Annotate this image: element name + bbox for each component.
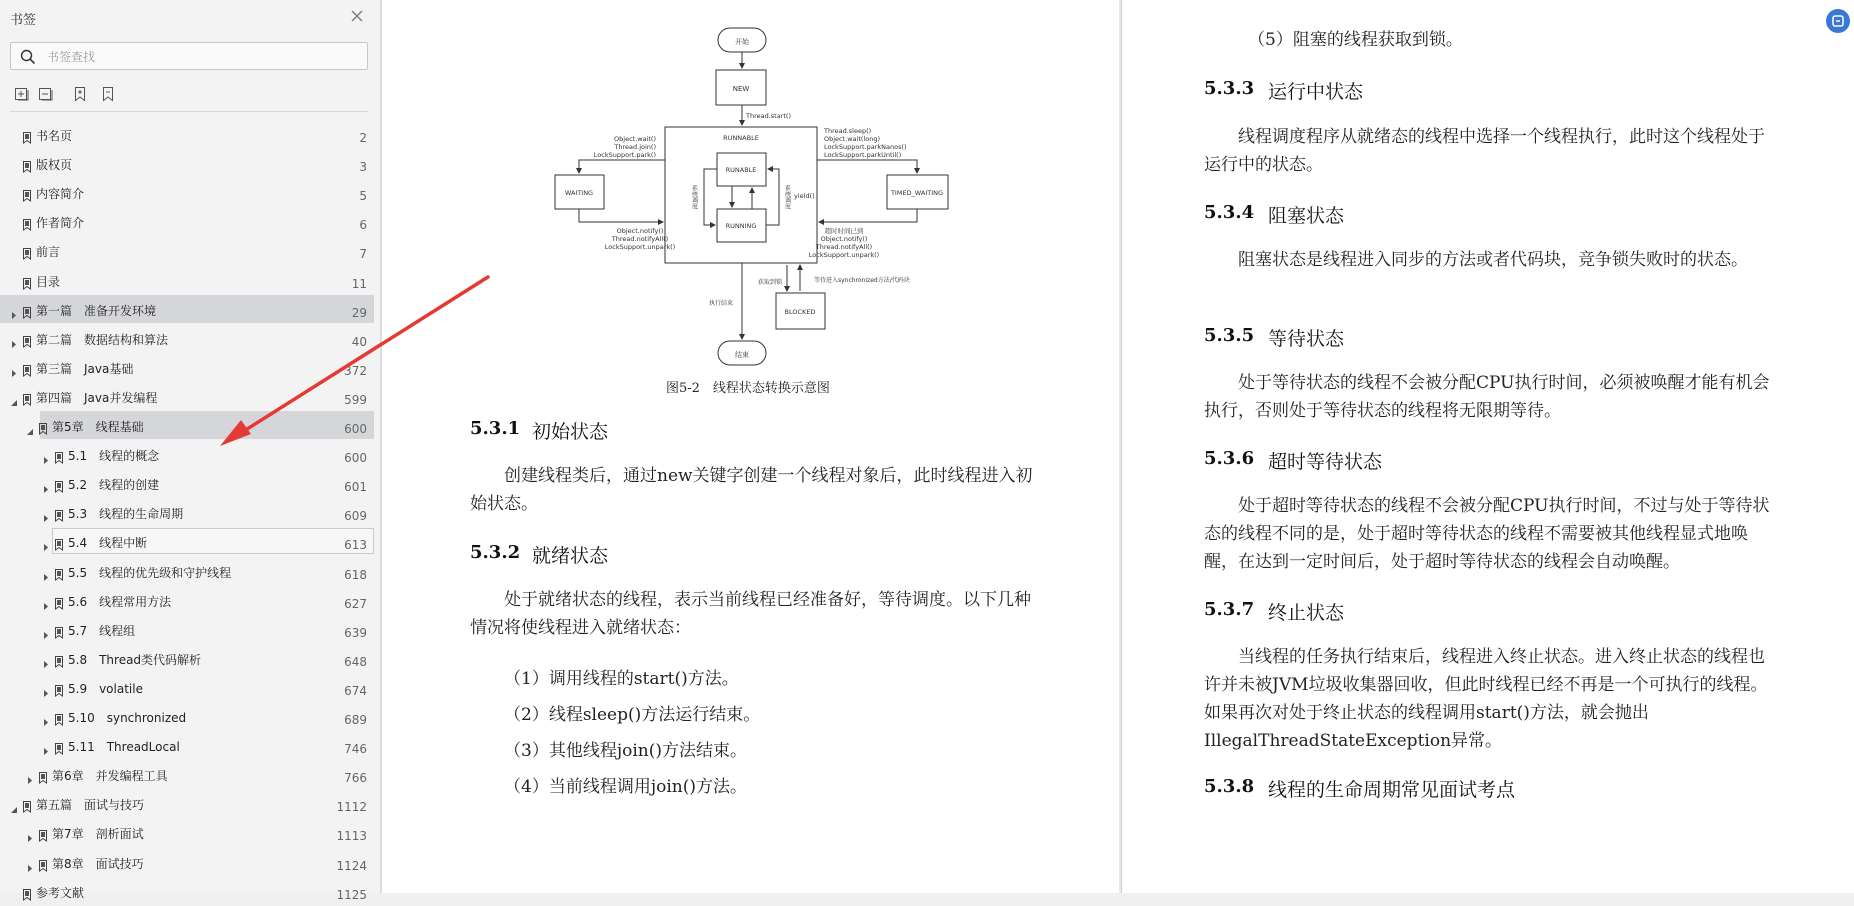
page-left xyxy=(382,0,1119,893)
chevron-right-icon[interactable] xyxy=(42,596,50,605)
bookmark-label: 第四篇 Java并发编程 xyxy=(36,390,158,405)
paragraph: 当线程的任务执行结束后，线程进入终止状态。进入终止状态的线程也许并未被JVM垃圾收集器回收，但此时线程已经不再是一个可执行的线程。如果再次对处于终止状态的线程调用start()方法，就会抛出IllegalThreadStateException异常。 xyxy=(1204,647,1768,751)
bookmark-item[interactable] xyxy=(0,120,380,149)
bookmark-item[interactable] xyxy=(0,557,380,586)
bookmark-label: 5.9 volatile xyxy=(68,681,143,696)
list-item: （4）当前线程调用join()方法。 xyxy=(504,777,747,797)
bookmark-page-number: 11 xyxy=(351,276,367,291)
diagram-label: 系统调度 xyxy=(783,185,791,209)
chevron-right-icon[interactable] xyxy=(42,508,50,517)
chevron-right-icon[interactable] xyxy=(10,334,18,343)
bookmark-item[interactable] xyxy=(0,818,380,847)
bookmark-icon xyxy=(54,624,64,636)
bookmark-icon xyxy=(54,740,64,752)
bookmark-label: 第8章 面试技巧 xyxy=(52,856,144,871)
bookmark-item[interactable] xyxy=(0,702,380,731)
diagram-label: BLOCKED xyxy=(784,308,816,316)
chevron-right-icon[interactable] xyxy=(42,712,50,721)
list-item: （3）其他线程join()方法结束。 xyxy=(504,741,747,761)
bookmark-item[interactable] xyxy=(0,789,380,818)
diagram-label: RUNABLE xyxy=(725,166,757,174)
bookmark-label: 第一篇 准备开发环境 xyxy=(36,303,157,318)
section-title: 就绪状态 xyxy=(532,545,609,567)
bookmark-page-number: 5 xyxy=(359,189,367,204)
bookmark-page-number: 601 xyxy=(344,480,367,495)
bookmark-item[interactable] xyxy=(0,615,380,644)
close-icon[interactable] xyxy=(349,8,365,24)
bookmark-page-number: 372 xyxy=(344,363,367,378)
diagram-label: WAITING xyxy=(564,189,594,197)
bookmark-page-number: 648 xyxy=(344,654,367,669)
chevron-down-icon[interactable] xyxy=(26,421,34,430)
bookmark-icon xyxy=(38,420,48,432)
bookmark-label: 作者简介 xyxy=(36,216,85,231)
bookmark-search-input[interactable] xyxy=(45,46,359,68)
diagram-label: 获取到锁 xyxy=(757,279,782,286)
expand-all-icon[interactable] xyxy=(14,86,30,102)
diagram-label: LockSupport.park() xyxy=(593,151,656,159)
diagram-label: 执行结束 xyxy=(708,300,733,307)
bookmark-label: 5.5 线程的优先级和守护线程 xyxy=(68,565,232,580)
diagram-label: Object.wait() xyxy=(614,135,656,143)
bookmark-label: 5.1 线程的概念 xyxy=(68,449,160,464)
assistant-icon[interactable] xyxy=(1826,9,1850,33)
chevron-right-icon[interactable] xyxy=(42,683,50,692)
bookmark-item[interactable] xyxy=(0,353,380,382)
paragraph: 处于等待状态的线程不会被分配CPU执行时间，必须被唤醒才能有机会执行，否则处于等待状态的线程将无限期等待。 xyxy=(1204,373,1770,421)
figure-caption: 图5-2 线程状态转换示意图 xyxy=(666,381,830,396)
bookmark-page-number: 29 xyxy=(351,305,367,320)
paragraph: 处于超时等待状态的线程不会被分配CPU执行时间，不过与处于等待状态的线程不同的是，处于超时等待状态的线程不需要被其他线程显式地唤醒，在达到一定时间后，处于超时等待状态的线程会自动唤醒。 xyxy=(1204,496,1770,572)
paragraph: 线程调度程序从就绪态的线程中选择一个线程执行，此时这个线程处于运行中的状态。 xyxy=(1204,127,1765,175)
bookmark-icon xyxy=(22,275,32,287)
bookmark-label: 第5章 线程基础 xyxy=(52,420,144,434)
section-title: 线程的生命周期常见面试考点 xyxy=(1268,779,1516,801)
bookmark-item[interactable] xyxy=(0,848,380,877)
bookmark-icon xyxy=(22,245,32,257)
bookmark-page-number: 746 xyxy=(344,742,367,757)
bookmark-item[interactable] xyxy=(0,644,380,673)
collapse-all-icon[interactable] xyxy=(38,86,54,102)
bookmark-icon xyxy=(22,362,32,374)
bookmark-page-number: 674 xyxy=(344,683,367,698)
bookmark-page-number: 1125 xyxy=(336,887,367,902)
bookmark-label: 参考文献 xyxy=(36,885,85,900)
section-number: 5.3.3 xyxy=(1204,78,1255,99)
diagram-label: 结束 xyxy=(735,351,749,359)
bookmark-page-number: 599 xyxy=(344,392,367,407)
bookmark-label: 5.7 线程组 xyxy=(68,623,136,638)
bookmark-item[interactable] xyxy=(0,149,380,178)
bookmark-icon xyxy=(54,478,64,490)
bookmark-item[interactable] xyxy=(0,382,380,411)
bookmark-label: 5.8 Thread类代码解析 xyxy=(68,652,202,667)
diagram-label: Object.notify() xyxy=(820,235,868,243)
bookmark-label: 第二篇 数据结构和算法 xyxy=(36,332,169,347)
section-title: 阻塞状态 xyxy=(1268,205,1345,227)
thread-state-diagram xyxy=(382,0,1119,380)
bookmark-label: 5.4 线程中断 xyxy=(68,536,148,551)
bookmark-page-number: 689 xyxy=(344,713,367,727)
diagram-label: Thread.sleep() xyxy=(824,127,872,135)
chevron-right-icon[interactable] xyxy=(42,450,50,459)
diagram-label: Thread.start() xyxy=(746,112,792,120)
document-viewer xyxy=(382,0,1853,893)
bookmark-icon xyxy=(38,857,48,869)
diagram-label: LockSupport.unpark() xyxy=(808,251,880,259)
chevron-right-icon[interactable] xyxy=(42,741,50,750)
bookmark-label: 5.3 线程的生命周期 xyxy=(68,507,184,522)
bookmark-page-number: 618 xyxy=(344,567,367,582)
bookmark-page-number: 613 xyxy=(344,538,367,553)
diagram-label: 等待进入synchronized方法/代码块 xyxy=(814,277,910,284)
diagram-label: TIMED_WAITING xyxy=(890,189,944,197)
bookmark-icon xyxy=(22,391,32,403)
bookmark-item[interactable] xyxy=(0,469,380,498)
bookmark-item[interactable] xyxy=(0,527,380,556)
section-number: 5.3.2 xyxy=(470,542,521,563)
paragraph: 创建线程类后，通过new关键字创建一个线程对象后，此时线程进入初始状态。 xyxy=(470,466,1033,514)
search-icon xyxy=(20,49,36,65)
bookmark-icon xyxy=(22,886,32,898)
bookmark-page-number: 40 xyxy=(351,334,367,349)
bookmark-search-box xyxy=(10,42,368,70)
bookmark-icon xyxy=(22,798,32,810)
diagram-label: Thread.notifyAll() xyxy=(815,243,873,251)
diagram-label: LockSupport.parkUntil() xyxy=(824,151,902,159)
chevron-right-icon[interactable] xyxy=(10,363,18,372)
bookmark-icon xyxy=(22,158,32,170)
bookmark-icon xyxy=(22,187,32,199)
bookmark-label: 5.10 synchronized xyxy=(68,711,187,725)
list-item: （1）调用线程的start()方法。 xyxy=(504,669,739,689)
bookmark-page-number: 1113 xyxy=(336,829,367,844)
chevron-right-icon[interactable] xyxy=(26,770,34,779)
diagram-label: LockSupport.unpark() xyxy=(604,243,676,251)
bookmark-icon xyxy=(54,682,64,694)
bookmark-item[interactable] xyxy=(0,324,380,353)
bookmark-label: 第三篇 Java基础 xyxy=(36,361,134,376)
bookmark-icon xyxy=(54,595,64,607)
bookmark-panel xyxy=(0,0,381,902)
bookmark-page-number: 627 xyxy=(344,596,367,611)
bookmark-label: 目录 xyxy=(36,274,61,289)
bookmark-page-number: 600 xyxy=(344,422,367,436)
bookmark-icon xyxy=(22,304,32,316)
diagram-label: 超时时间已到 xyxy=(824,227,864,235)
bookmark-icon xyxy=(54,536,64,548)
chevron-down-icon[interactable] xyxy=(10,392,18,401)
chevron-right-icon[interactable] xyxy=(26,828,34,837)
diagram-label: NEW xyxy=(732,85,750,93)
diagram-label: Object.notify() xyxy=(616,227,664,235)
section-title: 终止状态 xyxy=(1268,602,1345,624)
bookmark-label: 内容简介 xyxy=(36,187,85,202)
bookmark-label: 5.2 线程的创建 xyxy=(68,478,160,493)
bookmark-page-number: 600 xyxy=(344,451,367,466)
bookmark-item[interactable] xyxy=(0,731,380,760)
list-item: （2）线程sleep()方法运行结束。 xyxy=(504,705,761,725)
bookmark-label: 版权页 xyxy=(36,158,73,173)
section-title: 初始状态 xyxy=(532,421,609,443)
list-item: （5）阻塞的线程获取到锁。 xyxy=(1248,30,1463,50)
diagram-label: RUNNING xyxy=(725,222,757,230)
bookmark-label: 5.6 线程常用方法 xyxy=(68,594,172,609)
bookmark-page-number: 2 xyxy=(359,131,367,145)
diagram-label: yield() xyxy=(794,192,815,200)
bookmark-item[interactable] xyxy=(0,178,380,207)
bookmark-page-number: 1124 xyxy=(336,858,367,873)
add-bookmark-icon[interactable] xyxy=(72,86,88,102)
diagram-label: RUNNABLE xyxy=(723,134,759,142)
bookmark-item[interactable] xyxy=(0,411,380,440)
chevron-right-icon[interactable] xyxy=(42,537,50,546)
chevron-right-icon[interactable] xyxy=(42,567,50,576)
bookmark-icon xyxy=(38,769,48,781)
bookmark-icon xyxy=(54,653,64,665)
bookmark-icon xyxy=(54,449,64,461)
section-number: 5.3.1 xyxy=(470,418,521,439)
bookmark-page-number: 766 xyxy=(344,771,367,786)
page-right xyxy=(1121,0,1854,893)
bookmark-page-number: 6 xyxy=(359,218,367,233)
bookmark-item[interactable] xyxy=(0,877,380,906)
chevron-right-icon[interactable] xyxy=(42,625,50,634)
bookmark-icon xyxy=(22,216,32,228)
bookmark-item[interactable] xyxy=(0,440,380,469)
bookmark-label: 第7章 剖析面试 xyxy=(52,827,144,842)
section-number: 5.3.4 xyxy=(1204,202,1255,223)
remove-bookmark-icon[interactable] xyxy=(100,86,116,102)
diagram-label: Object.wait(long) xyxy=(824,135,880,143)
section-number: 5.3.8 xyxy=(1204,776,1255,797)
bookmark-label: 第五篇 面试与技巧 xyxy=(36,798,145,813)
bookmark-icon xyxy=(22,333,32,345)
bookmark-icon xyxy=(54,566,64,578)
diagram-label: 系统调度 xyxy=(690,185,698,209)
diagram-label: Thread.join() xyxy=(614,143,656,151)
section-title: 等待状态 xyxy=(1268,328,1345,350)
bookmark-label: 5.11 ThreadLocal xyxy=(68,740,180,755)
diagram-label: LockSupport.parkNanos() xyxy=(824,143,907,151)
bookmark-page-number: 609 xyxy=(344,509,367,524)
chevron-right-icon[interactable] xyxy=(42,479,50,488)
bookmark-icon xyxy=(54,507,64,519)
bookmark-item[interactable] xyxy=(0,673,380,702)
chevron-right-icon[interactable] xyxy=(26,858,34,867)
bookmark-item[interactable] xyxy=(0,295,380,324)
bookmark-panel-header xyxy=(0,0,380,34)
paragraph: 阻塞状态是线程进入同步的方法或者代码块，竞争锁失败时的状态。 xyxy=(1238,250,1748,270)
paragraph: 处于就绪状态的线程，表示当前线程已经准备好，等待调度。以下几种情况将使线程进入就绪状态： xyxy=(470,590,1031,638)
divider xyxy=(10,111,368,112)
section-number: 5.3.5 xyxy=(1204,325,1255,346)
bookmark-page-number: 3 xyxy=(359,160,367,175)
diagram-label: Thread.notifyAll() xyxy=(611,235,669,243)
bookmark-item[interactable] xyxy=(0,586,380,615)
bookmark-page-number: 1112 xyxy=(336,800,367,815)
bookmark-icon xyxy=(54,711,64,723)
section-title: 运行中状态 xyxy=(1268,81,1364,103)
bookmark-icon xyxy=(22,129,32,141)
chevron-right-icon[interactable] xyxy=(10,305,18,314)
bookmark-label: 第6章 并发编程工具 xyxy=(52,769,168,784)
chevron-right-icon[interactable] xyxy=(42,654,50,663)
bookmark-icon xyxy=(38,827,48,839)
section-number: 5.3.6 xyxy=(1204,448,1255,469)
section-title: 超时等待状态 xyxy=(1268,451,1383,473)
diagram-label: 开始 xyxy=(735,38,749,46)
bookmark-item[interactable] xyxy=(0,760,380,789)
section-number: 5.3.7 xyxy=(1204,599,1255,620)
bookmark-item[interactable] xyxy=(0,236,380,265)
bookmark-page-number: 639 xyxy=(344,625,367,640)
bookmark-item[interactable] xyxy=(0,266,380,295)
bookmark-page-number: 7 xyxy=(359,247,367,262)
chevron-down-icon[interactable] xyxy=(10,799,18,808)
bookmark-item[interactable] xyxy=(0,207,380,236)
bookmark-label: 书名页 xyxy=(36,129,73,143)
bookmark-label: 前言 xyxy=(36,245,61,260)
bookmark-item[interactable] xyxy=(0,498,380,527)
panel-title: 书签 xyxy=(10,13,37,28)
